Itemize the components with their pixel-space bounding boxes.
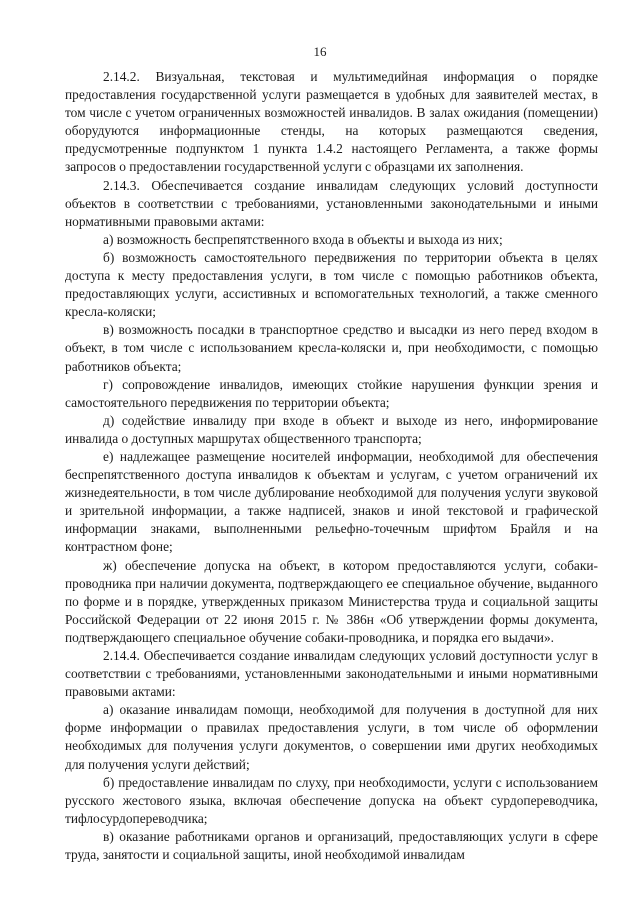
list-item-b: б) возможность самостоятельного передвижения по территории объекта в целях доступа к месту предоставления услуги, в том числе с помощью работников объекта, предоставляющих услуги, ассистивных и вспомогательных технологий, а также сменного кресла-коляски; xyxy=(65,249,598,320)
list-item-v-2: в) оказание работниками органов и организаций, предоставляющих услуги в сфере труда, занятости и социальной защиты, иной необходимой инвалидам xyxy=(65,828,598,863)
list-item-a: а) возможность беспрепятственного входа в объекты и выхода из них; xyxy=(103,231,503,247)
paragraph-2-14-4: 2.14.4. Обеспечивается создание инвалидам следующих условий доступности услуг в соответствии с требованиями, установленными законодательными и иными нормативными правовыми актами: xyxy=(65,648,598,700)
list-item-d: д) содействие инвалиду при входе в объект и выходе из него, информирование инвалида о доступных маршрутах общественного транспорта; xyxy=(65,412,598,446)
page-number: 16 xyxy=(313,44,327,59)
document-body xyxy=(65,68,598,864)
list-item-v: в) возможность посадки в транспортное средство и высадки из него перед входом в объект, в том числе с использованием кресла-коляски и, при необходимости, с помощью работников объекта; xyxy=(65,322,598,374)
list-item-e: е) надлежащее размещение носителей информации, необходимой для обеспечения беспрепятственного доступа инвалидов к объектам и услугам, с учетом ограничений их жизнедеятельности, в том числе дублирование необходимой для получения услуги звуковой и зрительной информации, а также надписей, знаков и иной текстовой и графической информации знаками, выполненными рельефно-точечным шрифтом Брайля и на контрастном фоне; xyxy=(65,448,598,555)
list-item-a-2: а) оказание инвалидам помощи, необходимой для получения в доступной для них форме информации о правилах предоставления услуги, в том числе об оформлении необходимых для получения услуги документов, о совершении ими других необходимых для получения услуги действий; xyxy=(65,702,598,772)
list-item-g: г) сопровождение инвалидов, имеющих стойкие нарушения функции зрения и самостоятельного передвижения по территории объекта; xyxy=(65,376,598,410)
list-item-zh: ж) обеспечение допуска на объект, в котором предоставляются услуги, собаки-проводника при наличии документа, подтверждающего ее специальное обучение, выданного по форме и в порядке, утвержденных приказом Министерства труда и социальной защиты Российской Федерации от 22 июня 2015 г. № 386н «Об утверждении формы документа, подтверждающего специальное обучение собаки-проводника, и порядка его выдачи». xyxy=(65,557,598,645)
paragraph-2-14-2: 2.14.2. Визуальная, текстовая и мультимедийная информация о порядке предоставления государственной услуги размещается в удобных для заявителей местах, в том числе с учетом ограниченных возможностей инвалидов. В залах ожидания (помещении) оборудуются информационные стенды, на которых размещаются сведения, предусмотренные подпунктом 1 пункта 1.4.2 настоящего Регламента, а также формы запросов о предоставлении государственной услуги с образцами их заполнения. xyxy=(65,69,598,175)
list-item-b-2: б) предоставление инвалидам по слуху, при необходимости, услуги с использованием русского жестового языка, включая обеспечение допуска на объект сурдопереводчика, тифлосурдопереводчика; xyxy=(65,774,598,826)
paragraph-2-14-3: 2.14.3. Обеспечивается создание инвалидам следующих условий доступности объектов в соответствии с требованиями, установленными законодательными и иными нормативными правовыми актами: xyxy=(65,177,598,229)
